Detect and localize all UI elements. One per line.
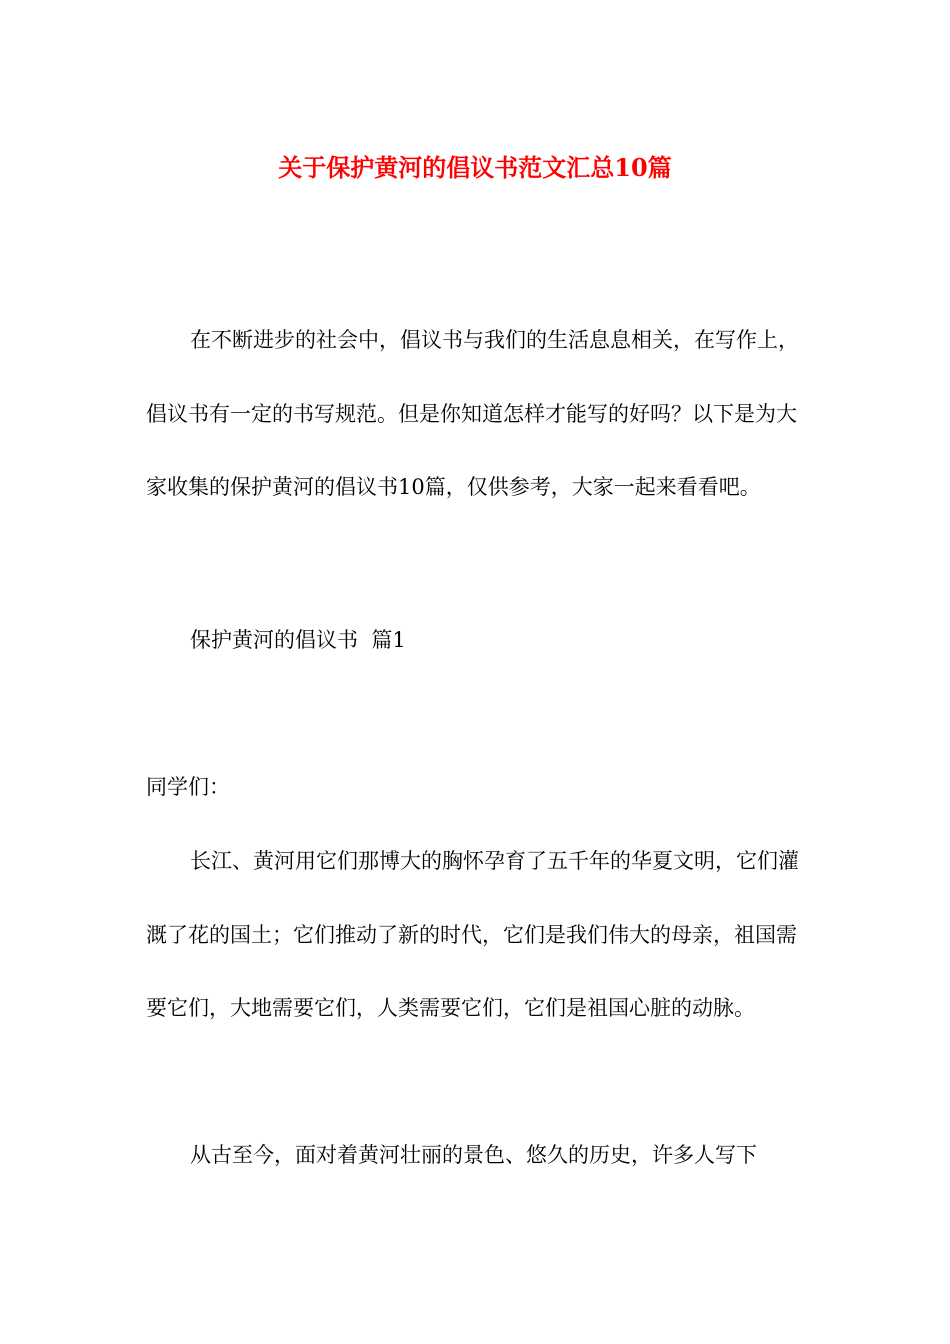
greeting-line: 同学们： bbox=[146, 775, 230, 799]
section-heading: 保护黄河的倡议书 篇1 bbox=[190, 628, 406, 652]
body-paragraph-2: 从古至今，面对着黄河壮丽的景色、悠久的历史，许多人写下 bbox=[190, 1143, 757, 1167]
body-paragraph-1: 长江、黄河用它们那博大的胸怀孕育了五千年的华夏文明，它们灌溉了花的国土；它们推动了新的时代，它们是我们伟大的母亲，祖国需要它们，大地需要它们，人类需要它们，它们是祖国心脏的动脉。 bbox=[146, 849, 799, 1020]
intro-paragraph: 在不断进步的社会中，倡议书与我们的生活息息相关，在写作上，倡议书有一定的书写规范。但是你知道怎样才能写的好吗？以下是为大家收集的保护黄河的倡议书10篇，仅供参考，大家一起来看看吧。 bbox=[146, 328, 799, 499]
document-title: 关于保护黄河的倡议书范文汇总10篇 bbox=[278, 153, 672, 183]
